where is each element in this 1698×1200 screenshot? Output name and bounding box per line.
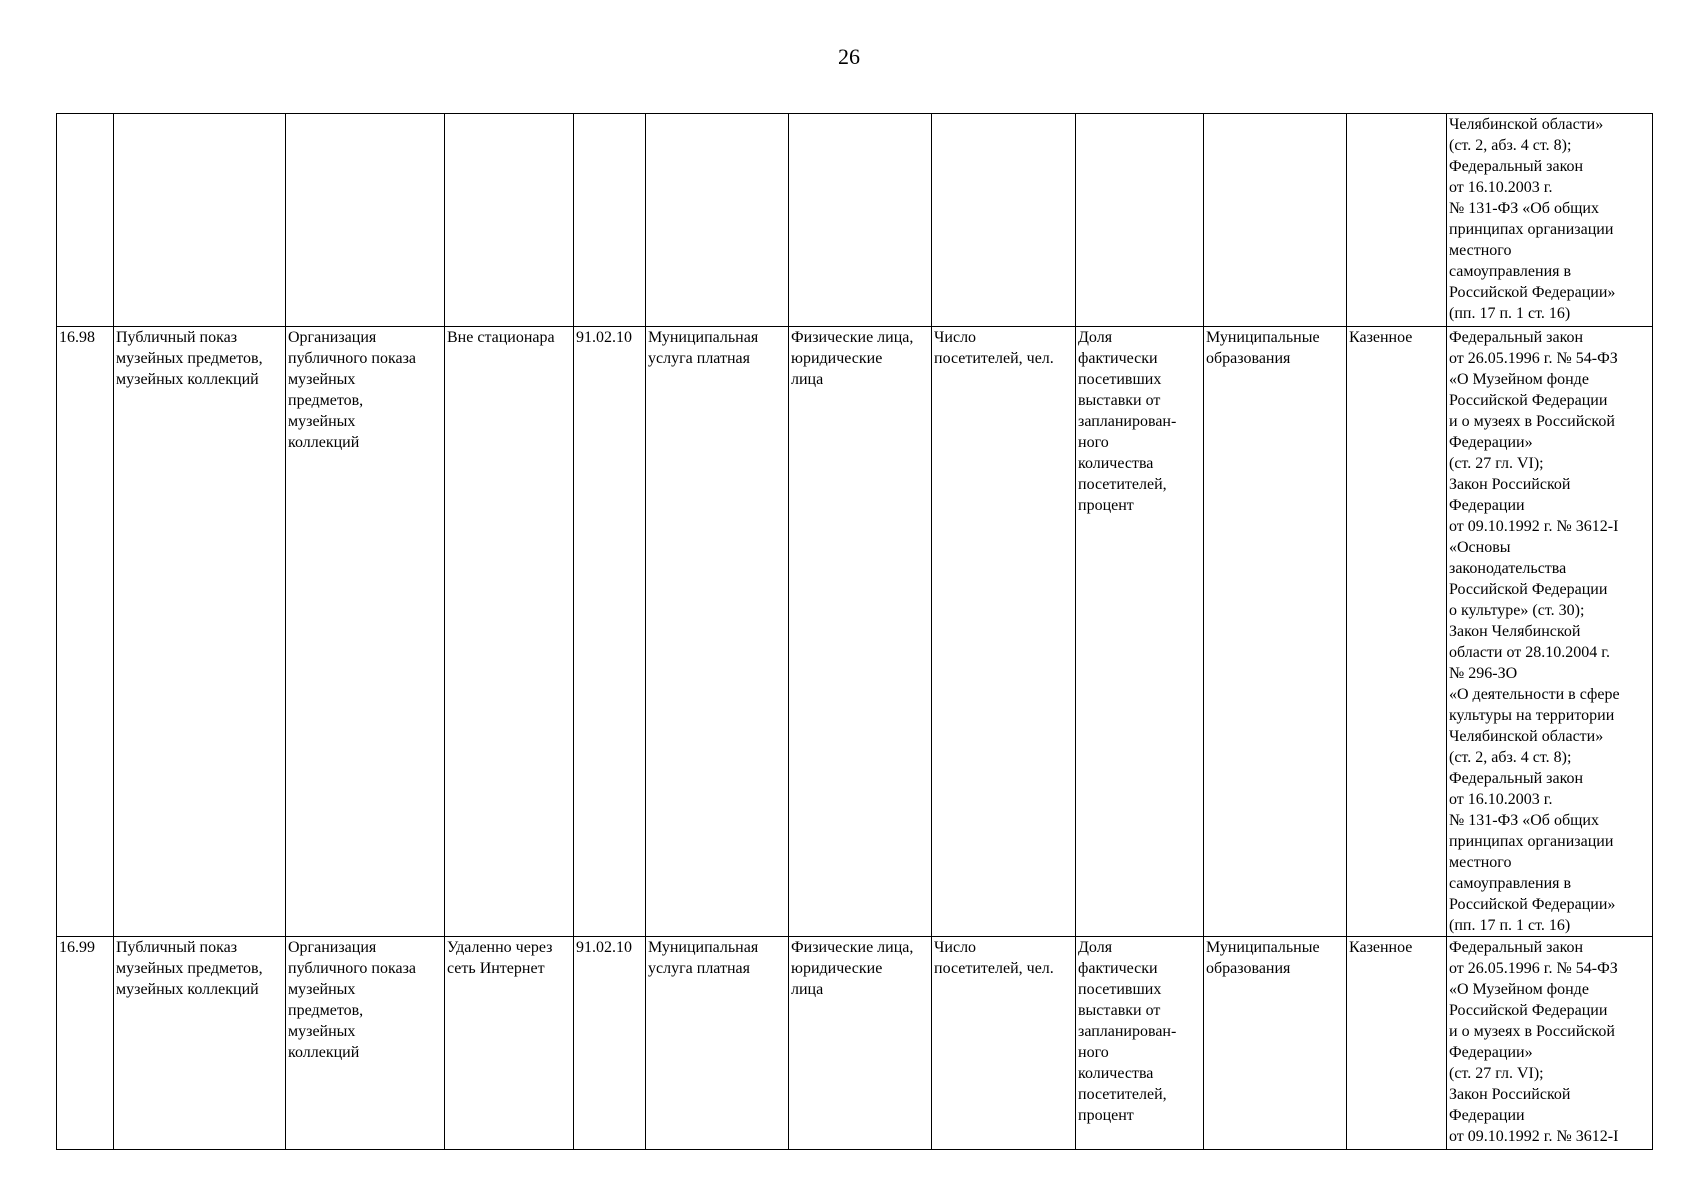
cell-legal-basis: Федеральный закон от 26.05.1996 г. № 54-ФЗ «О Музейном фонде Российской Федерации и о музеях в Российской Федерации» (ст. 27 гл. VI); Закон Российской Федерации от 09.10.1992 г. № 3612-I: [1447, 937, 1653, 1150]
cell-quality-indicator: Доля фактически посетивших выставки от запланирован- ного количества посетителей, процент: [1076, 327, 1204, 937]
cell-conditions: Вне стационара: [445, 327, 574, 937]
cell-conditions: Удаленно через сеть Интернет: [445, 937, 574, 1150]
cell-quality-indicator: Доля фактически посетивших выставки от запланирован- ного количества посетителей, процент: [1076, 937, 1204, 1150]
cell-okved: 91.02.10: [574, 327, 646, 937]
table-row: [57, 114, 1653, 327]
services-registry-table: [56, 113, 1653, 1150]
cell-volume-indicator: Число посетителей, чел.: [932, 937, 1076, 1150]
cell-quality-indicator: [1076, 114, 1204, 327]
cell-consumers: [789, 114, 932, 327]
cell-num: [57, 114, 114, 327]
cell-conditions: [445, 114, 574, 327]
cell-institution-type: [1204, 114, 1347, 327]
cell-num: 16.99: [57, 937, 114, 1150]
cell-institution-kind: Казенное: [1347, 937, 1447, 1150]
cell-service-name: Публичный показ музейных предметов, музейных коллекций: [114, 327, 286, 937]
cell-service-type: [646, 114, 789, 327]
cell-consumers: Физические лица, юридические лица: [789, 937, 932, 1150]
cell-institution-kind: Казенное: [1347, 327, 1447, 937]
cell-volume-indicator: [932, 114, 1076, 327]
cell-okved: [574, 114, 646, 327]
cell-service-content: [286, 114, 445, 327]
cell-institution-kind: [1347, 114, 1447, 327]
cell-legal-basis: Федеральный закон от 26.05.1996 г. № 54-ФЗ «О Музейном фонде Российской Федерации и о музеях в Российской Федерации» (ст. 27 гл. VI); Закон Российской Федерации от 09.10.1992 г. № 3612-I «Основы законодательства Российской Федерации о культуре» (ст. 30); Закон Челябинской области от 28.10.2004 г. № 296-ЗО «О деятельности в сфере культуры на территории Челябинской области» (ст. 2, абз. 4 ст. 8); Федеральный закон от 16.10.2003 г. № 131-ФЗ «Об общих принципах организации местного самоуправления в Российской Федерации» (пп. 17 п. 1 ст. 16): [1447, 327, 1653, 937]
cell-service-content: Организация публичного показа музейных предметов, музейных коллекций: [286, 937, 445, 1150]
cell-service-type: Муниципальная услуга платная: [646, 937, 789, 1150]
cell-service-name: Публичный показ музейных предметов, музейных коллекций: [114, 937, 286, 1150]
cell-num: 16.98: [57, 327, 114, 937]
cell-service-name: [114, 114, 286, 327]
table-row: [57, 327, 1653, 937]
table-row: [57, 937, 1653, 1150]
cell-institution-type: Муниципальные образования: [1204, 937, 1347, 1150]
cell-volume-indicator: Число посетителей, чел.: [932, 327, 1076, 937]
cell-legal-basis: Челябинской области» (ст. 2, абз. 4 ст. 8); Федеральный закон от 16.10.2003 г. № 131-ФЗ «Об общих принципах организации местного самоуправления в Российской Федерации» (пп. 17 п. 1 ст. 16): [1447, 114, 1653, 327]
cell-service-content: Организация публичного показа музейных предметов, музейных коллекций: [286, 327, 445, 937]
cell-service-type: Муниципальная услуга платная: [646, 327, 789, 937]
cell-institution-type: Муниципальные образования: [1204, 327, 1347, 937]
cell-okved: 91.02.10: [574, 937, 646, 1150]
cell-consumers: Физические лица, юридические лица: [789, 327, 932, 937]
page-number: 26: [838, 44, 860, 69]
